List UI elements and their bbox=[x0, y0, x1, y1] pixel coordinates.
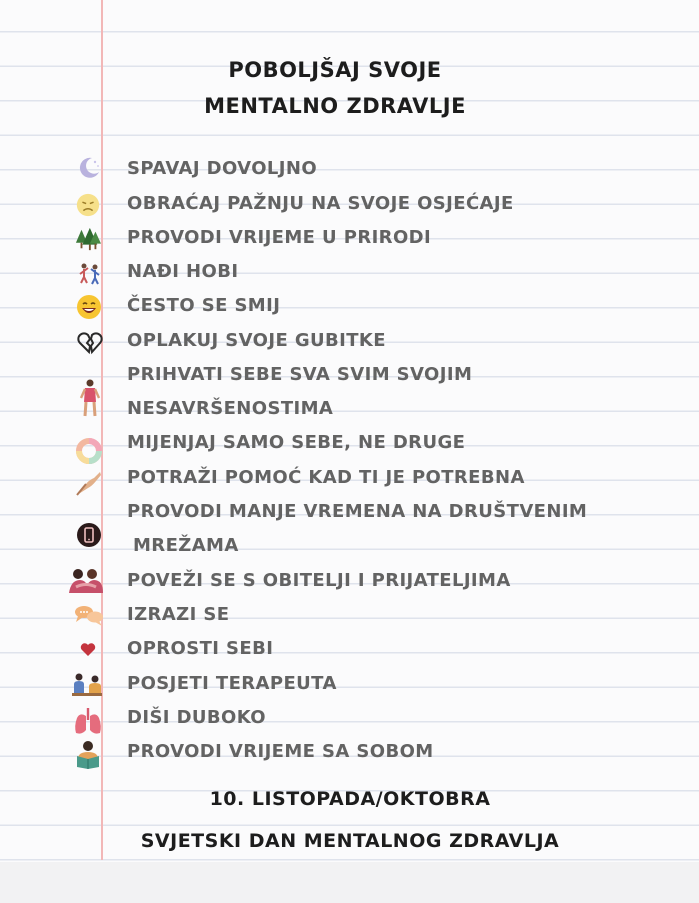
people-activity-icon bbox=[76, 261, 102, 287]
page-title-line-1: POBOLJŠAJ SVOJE bbox=[228, 58, 442, 82]
list-item: OBRAĆAJ PAŽNJU NA SVOJE OSJEĆAJE bbox=[127, 193, 514, 214]
helping-hand-icon bbox=[74, 468, 104, 498]
moon-icon bbox=[76, 155, 102, 181]
list-item: PRIHVATI SEBE SVA SVIM SVOJIM bbox=[127, 364, 473, 385]
trees-icon bbox=[75, 226, 101, 252]
broken-heart-icon bbox=[77, 330, 103, 356]
list-item: POVEŽI SE S OBITELJI I PRIJATELJIMA bbox=[127, 570, 511, 591]
heart-icon bbox=[77, 638, 99, 660]
therapy-session-icon bbox=[70, 670, 104, 698]
list-item: NESAVRŠENOSTIMA bbox=[127, 398, 334, 419]
list-item: OPLAKUJ SVOJE GUBITKE bbox=[127, 330, 386, 351]
lungs-icon bbox=[72, 705, 104, 737]
list-item: PROVODI VRIJEME U PRIRODI bbox=[127, 227, 432, 248]
list-item: SPAVAJ DOVOLJNO bbox=[127, 158, 318, 179]
person-standing-icon bbox=[77, 378, 103, 418]
speech-bubbles-icon bbox=[73, 601, 105, 629]
page-title-line-2: MENTALNO ZDRAVLJE bbox=[204, 94, 466, 118]
list-item: PROVODI MANJE VREMENA NA DRUŠTVENIM bbox=[127, 501, 588, 522]
hug-icon bbox=[66, 565, 106, 595]
list-item: OPROSTI SEBI bbox=[127, 638, 274, 659]
footer-date: 10. LISTOPADA/OKTOBRA bbox=[209, 788, 491, 810]
list-item: DIŠI DUBOKO bbox=[127, 707, 266, 728]
list-item: NAĐI HOBI bbox=[127, 261, 239, 282]
reading-person-icon bbox=[72, 738, 104, 770]
phone-icon bbox=[75, 521, 103, 549]
sad-face-icon bbox=[75, 192, 101, 218]
list-item: MREŽAMA bbox=[133, 535, 239, 556]
color-ring-icon bbox=[74, 436, 104, 466]
list-item: IZRAZI SE bbox=[127, 604, 230, 625]
list-item: MIJENJAJ SAMO SEBE, NE DRUGE bbox=[127, 432, 466, 453]
list-item: POSJETI TERAPEUTA bbox=[127, 673, 337, 694]
laughing-face-icon bbox=[76, 294, 102, 320]
list-item: ČESTO SE SMIJ bbox=[127, 295, 281, 316]
list-item: POTRAŽI POMOĆ KAD TI JE POTREBNA bbox=[127, 467, 525, 488]
page-bottom-edge bbox=[0, 862, 699, 903]
list-item: PROVODI VRIJEME SA SOBOM bbox=[127, 741, 434, 762]
footer-event-name: SVJETSKI DAN MENTALNOG ZDRAVLJA bbox=[140, 830, 560, 852]
